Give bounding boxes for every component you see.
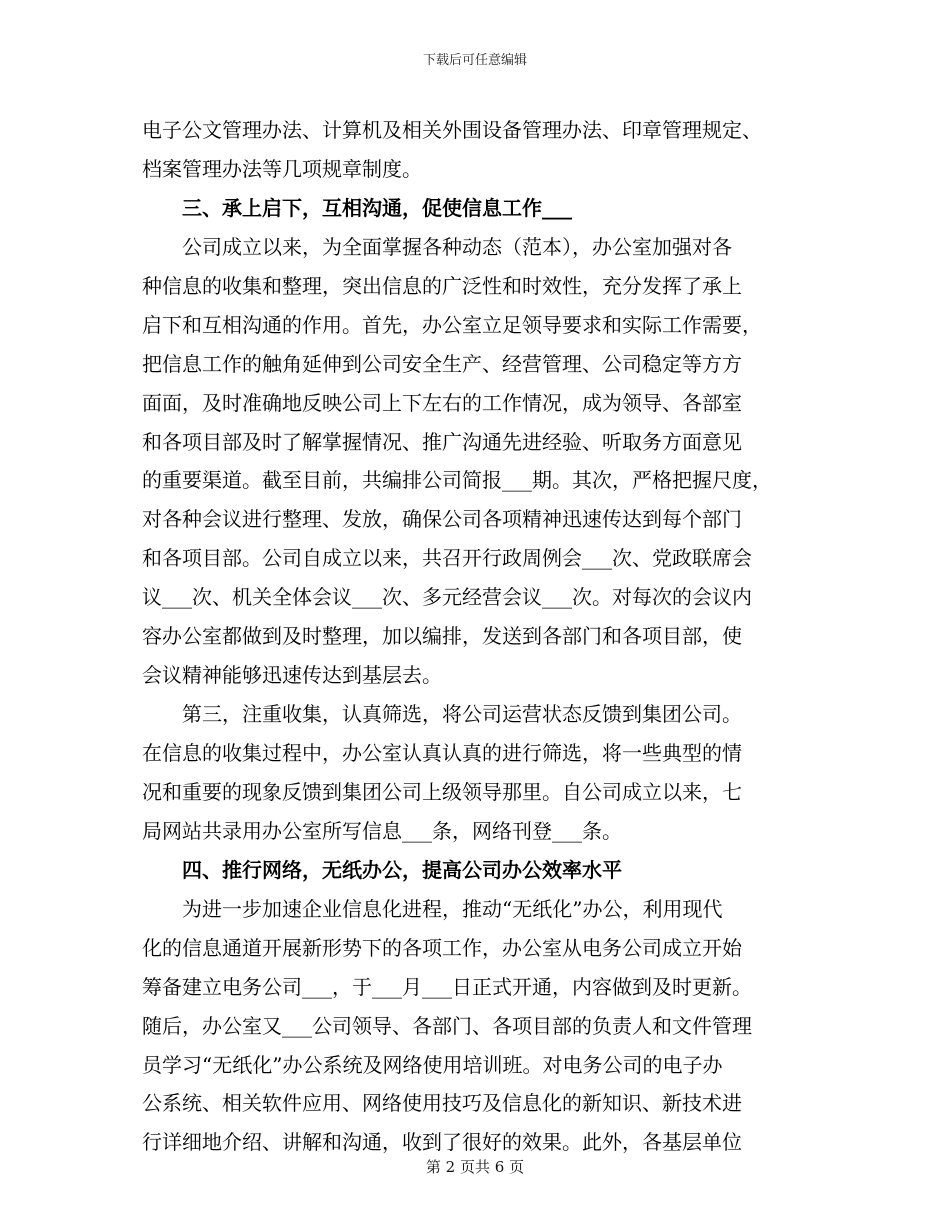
body-text-line: 为进一步加速企业信息化进程，推动“无纸化”办公，利用现代: [142, 896, 723, 921]
body-text-line: 面面，及时准确地反映公司上下左右的工作情况，成为领导、各部室: [142, 390, 742, 415]
body-text-line: 第三，注重收集，认真筛选，将公司运营状态反馈到集团公司。: [142, 702, 742, 727]
body-text-line: 和各项目部。公司自成立以来，共召开行政周例会___次、党政联席会: [142, 546, 752, 571]
page-footer: 第 2 页共 6 页: [425, 1158, 525, 1176]
body-text-line: 会议精神能够迅速传达到基层去。: [142, 663, 442, 688]
body-text-line: 电子公文管理办法、计算机及相关外围设备管理办法、印章管理规定、: [142, 118, 762, 142]
document-body: [142, 111, 822, 1162]
body-text-line: 档案管理办法等几项规章制度。: [142, 156, 422, 181]
section-heading-line: 三、承上启下，互相沟通，促使信息工作___: [142, 195, 572, 220]
body-text-line: 种信息的收集和整理，突出信息的广泛性和时效性，充分发挥了承上: [142, 273, 742, 298]
body-text-line: 和各项目部及时了解掌握情况、推广沟通先进经验、听取务方面意见: [142, 429, 742, 454]
page-header: 下载后可任意编辑: [422, 53, 527, 68]
body-text-line: 议___次、机关全体会议___次、多元经营会议___次。对每次的会议内: [142, 585, 752, 610]
body-text-line: 行详细地介绍、讲解和沟通，收到了很好的效果。此外，各基层单位: [142, 1130, 742, 1155]
body-text-line: 筹备建立电务公司___，于___月___日正式开通，内容做到及时更新。: [142, 974, 752, 999]
body-text-line: 的重要渠道。截至目前，共编排公司简报___期。其次，严格把握尺度，: [142, 468, 772, 493]
body-text-line: 容办公室都做到及时整理，加以编排，发送到各部门和各项目部，使: [142, 624, 742, 649]
body-text-line: 公系统、相关软件应用、网络使用技巧及信息化的新知识、新技术进: [142, 1091, 742, 1116]
body-text-line: 公司成立以来，为全面掌握各种动态（范本），办公室加强对各: [142, 234, 732, 259]
body-text-line: 化的信息通道开展新形势下的各项工作，办公室从电务公司成立开始: [142, 935, 742, 960]
body-text-line: 局网站共录用办公室所写信息___条，网络刊登___条。: [142, 818, 622, 843]
section-heading-line: 四、推行网络，无纸办公，提高公司办公效率水平: [142, 857, 622, 882]
body-text-line: 随后，办公室又___公司领导、各部门、各项目部的负责人和文件管理: [142, 1013, 752, 1038]
body-text-line: 把信息工作的触角延伸到公司安全生产、经营管理、公司稳定等方方: [142, 351, 742, 376]
body-text-line: 况和重要的现象反馈到集团公司上级领导那里。自公司成立以来，七: [142, 779, 742, 804]
body-text-line: 启下和互相沟通的作用。首先，办公室立足领导要求和实际工作需要，: [142, 312, 762, 337]
body-text-line: 员学习“无纸化”办公系统及网络使用培训班。对电务公司的电子办: [142, 1052, 723, 1077]
body-text-line: 在信息的收集过程中，办公室认真认真的进行筛选，将一些典型的情: [142, 741, 742, 765]
body-text-line: 对各种会议进行整理、发放，确保公司各项精神迅速传达到每个部门: [142, 507, 742, 532]
